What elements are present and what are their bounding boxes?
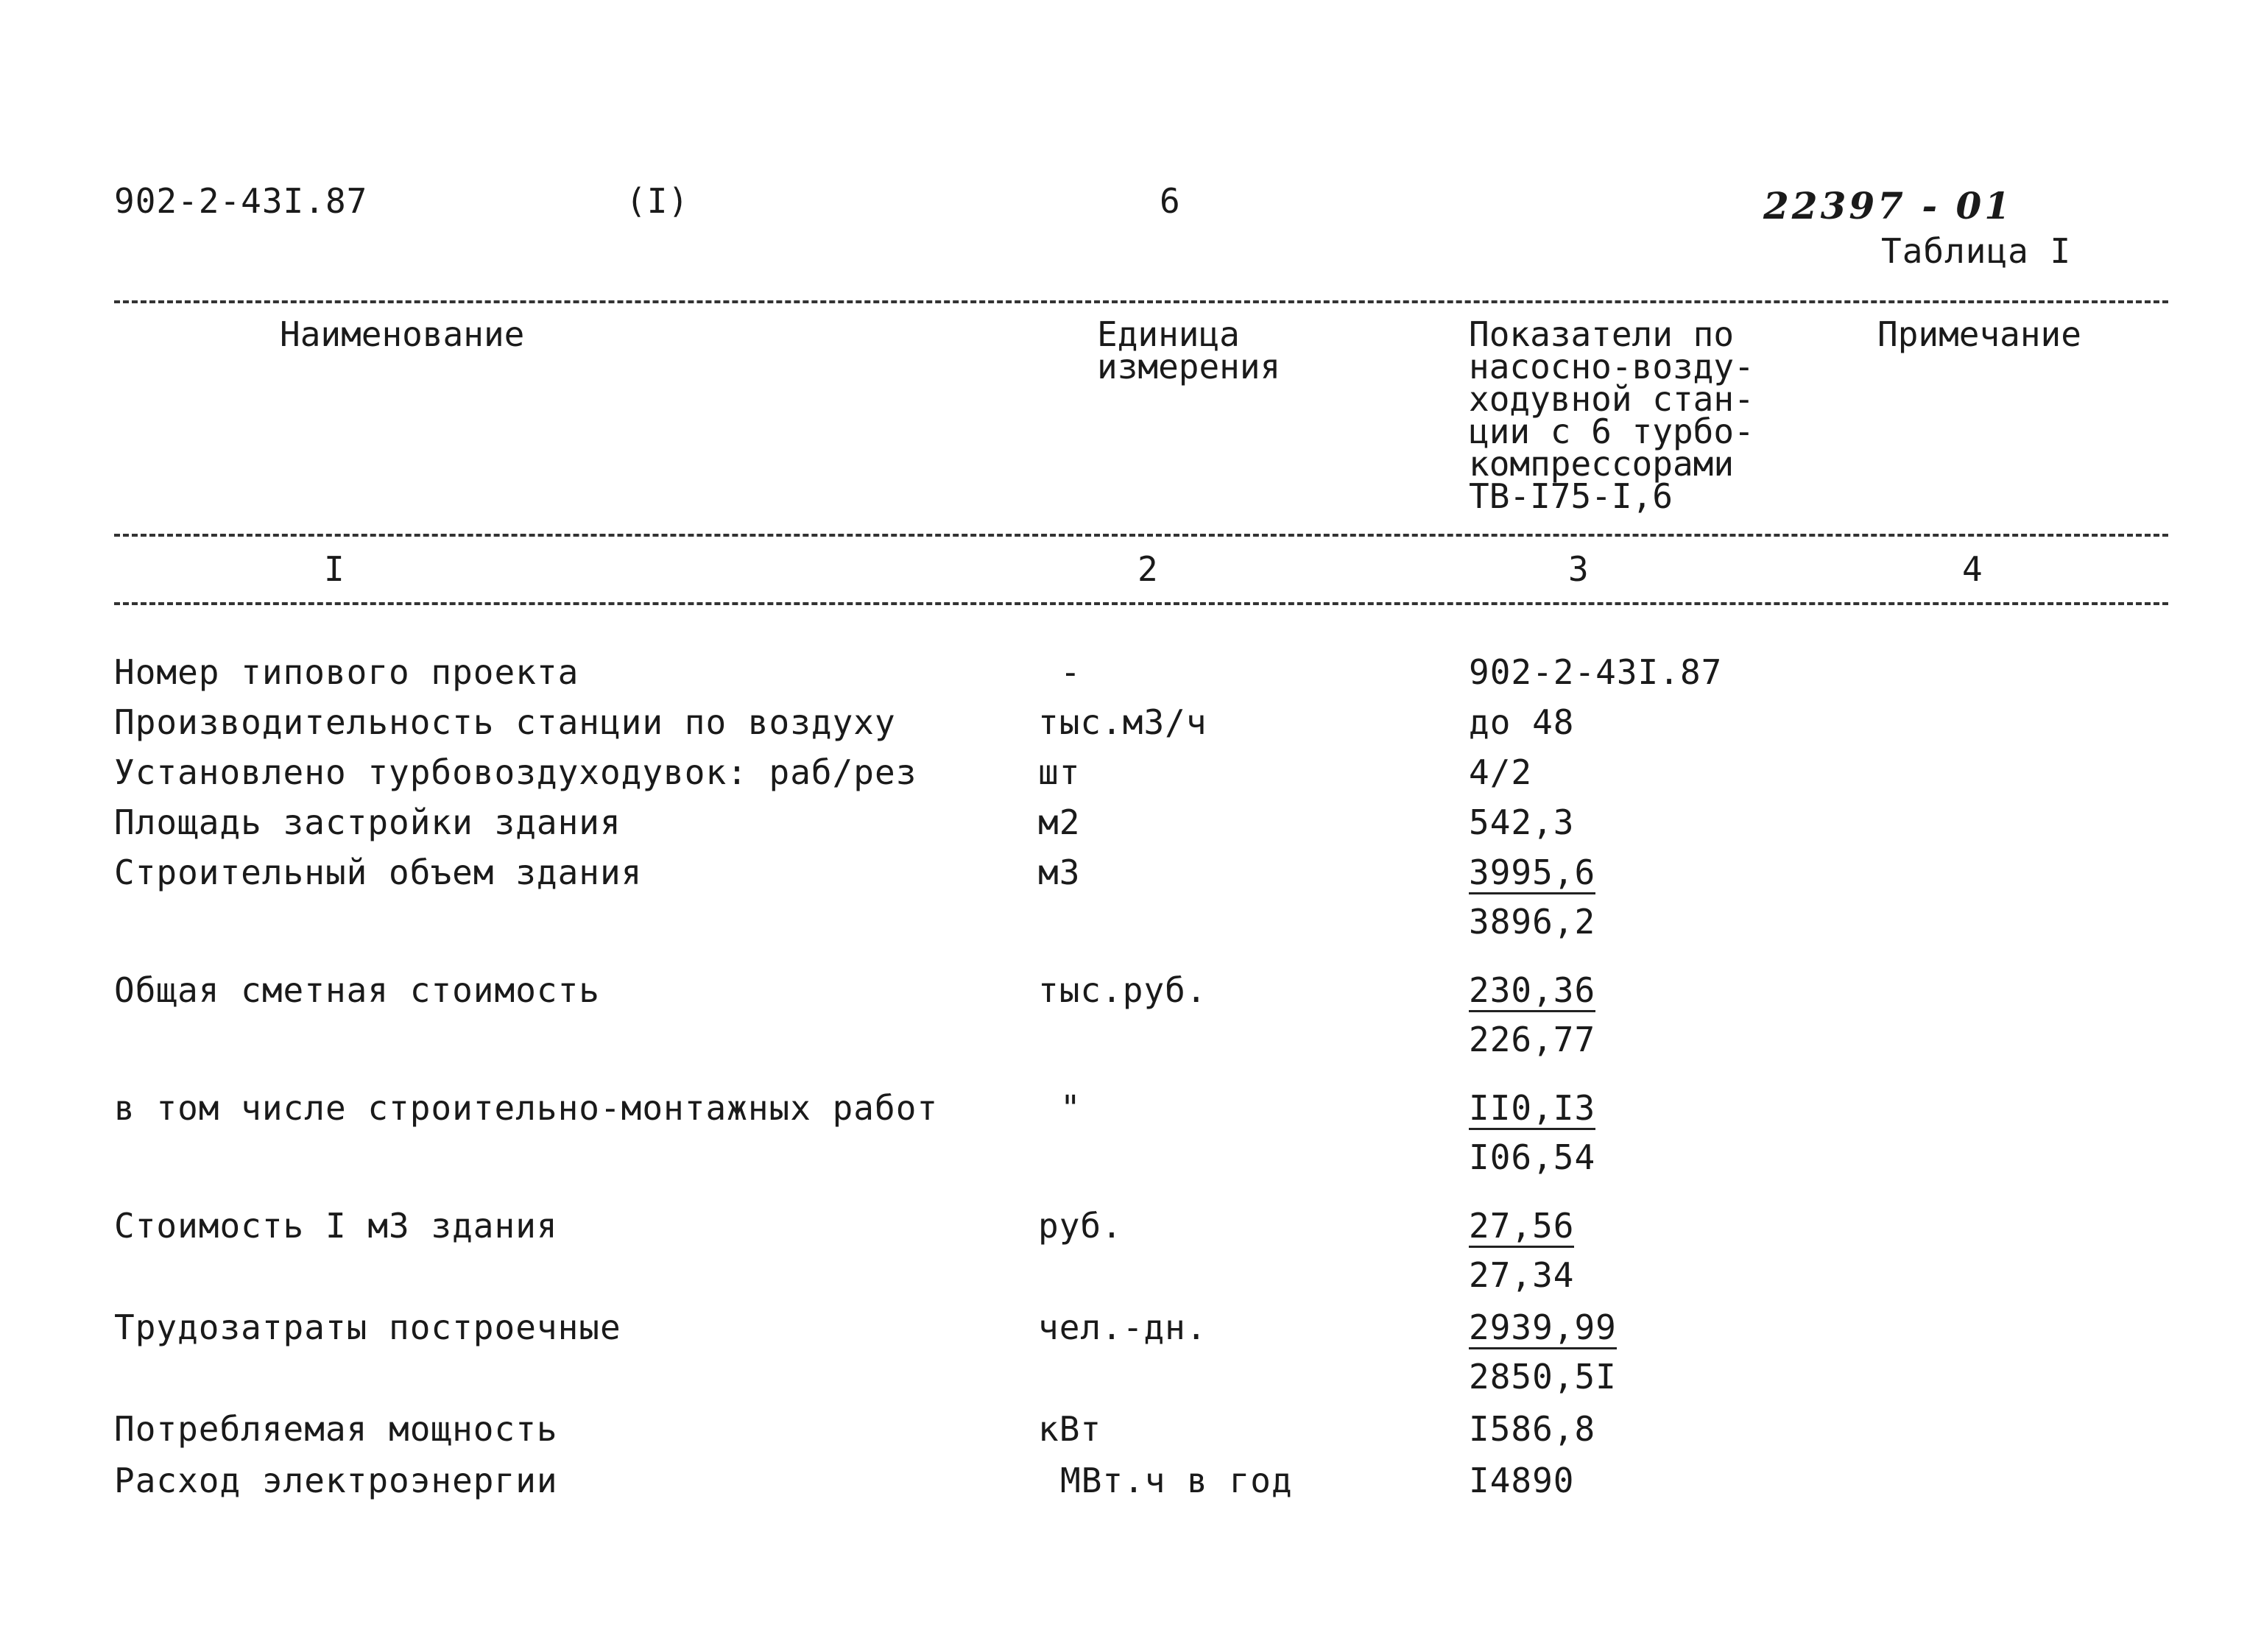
row-value-fraction [1469,970,1596,1059]
page-number: 6 [1160,181,1181,221]
row-unit: шт [1038,752,1081,792]
value-denominator: I06,54 [1469,1137,1596,1177]
value-denominator: 2850,5I [1469,1357,1617,1397]
row-unit: руб. [1038,1206,1123,1246]
part-number: (I) [626,181,690,221]
value-numerator: II0,I3 [1469,1091,1595,1130]
value-numerator: 2939,99 [1469,1310,1617,1349]
handwritten-id: 22397 - 01 [1763,184,2014,227]
row-value-fraction [1469,1307,1617,1397]
row-value-fraction [1469,1088,1596,1177]
row-unit: - [1060,652,1082,692]
row-unit: кВт [1038,1409,1102,1449]
row-value: 902-2-43I.87 [1469,652,1723,692]
column-header-name: Наименование [280,314,525,354]
table-top-rule [114,300,2168,303]
column-number-1: I [324,549,345,589]
column-number-3: 3 [1568,549,1590,589]
value-numerator: 3995,6 [1469,855,1595,894]
row-unit: тыс.м3/ч [1038,702,1207,742]
header-bottom-rule [114,534,2168,537]
row-unit: " [1060,1088,1082,1128]
row-value: I4890 [1469,1461,1575,1500]
value-denominator: 226,77 [1469,1020,1596,1059]
column-header-value: Показатели по насосно-возду- ходувной стан- ции с 6 турбо- компрессорами ТВ-I75-I,6 [1469,314,1754,516]
value-numerator: 230,36 [1469,973,1595,1012]
column-numbers-rule [114,602,2168,605]
row-value-fraction [1469,853,1596,942]
column-number-2: 2 [1137,549,1159,589]
table-label: Таблица I [1881,231,2072,271]
row-name: Потребляемая мощность [114,1409,558,1449]
row-unit: чел.-дн. [1038,1307,1207,1347]
row-name: Номер типового проекта [114,652,579,692]
row-unit: м2 [1038,802,1081,842]
row-value: 4/2 [1469,752,1533,792]
row-name: в том числе строительно-монтажных работ [114,1088,939,1128]
column-header-note: Примечание [1877,314,2081,354]
row-value: до 48 [1469,702,1575,742]
row-name: Установлено турбовоздуходувок: раб/рез [114,752,917,792]
row-name: Строительный объем здания [114,853,643,892]
doc-number: 902-2-43I.87 [114,181,368,221]
row-name: Трудозатраты построечные [114,1307,621,1347]
row-name: Площадь застройки здания [114,802,621,842]
row-value: I586,8 [1469,1409,1596,1449]
row-name: Общая сметная стоимость [114,970,600,1010]
row-unit: м3 [1038,853,1081,892]
column-number-4: 4 [1962,549,1983,589]
row-value: 542,3 [1469,802,1575,842]
row-name: Расход электроэнергии [114,1461,558,1500]
value-denominator: 27,34 [1469,1255,1575,1295]
row-name: Производительность станции по воздуху [114,702,896,742]
row-value-fraction [1469,1206,1575,1295]
value-denominator: 3896,2 [1469,902,1596,942]
column-header-unit: Единица измерения [1097,314,1281,386]
row-unit: МВт.ч в год [1060,1461,1293,1500]
row-unit: тыс.руб. [1038,970,1207,1010]
value-numerator: 27,56 [1469,1209,1574,1248]
row-name: Стоимость I м3 здания [114,1206,558,1246]
